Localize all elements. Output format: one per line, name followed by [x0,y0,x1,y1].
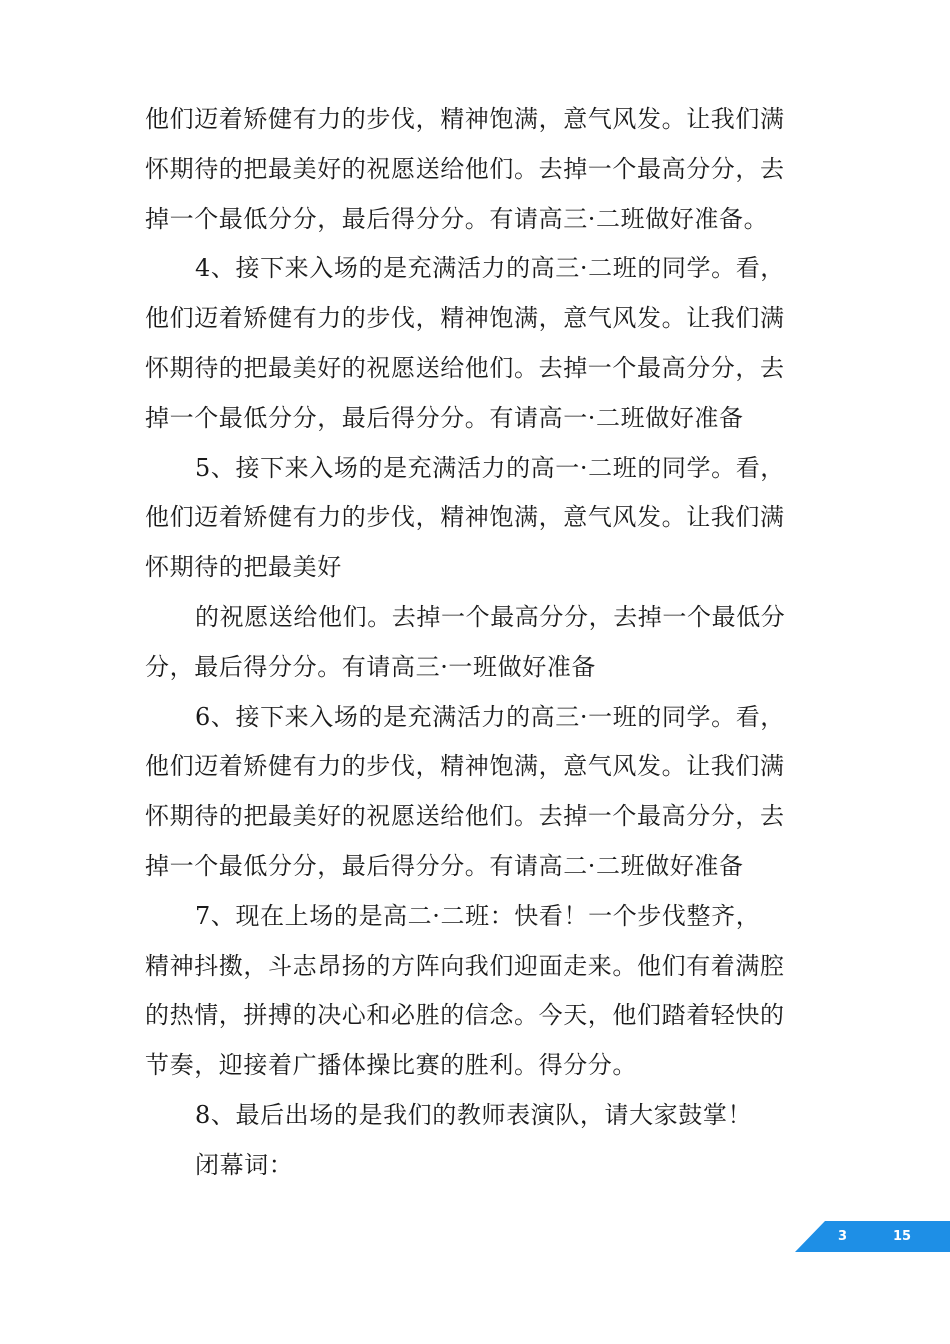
text-line: 怀期待的把最美好的祝愿送给他们。去掉一个最高分分，去 [145,802,785,831]
page-number-tab [795,1221,950,1252]
body-text [145,95,815,1191]
text-line: 闭幕词： [195,1150,294,1179]
text-line: 怀期待的把最美好 [145,553,342,582]
text-line: 掉一个最低分分，最后得分分。有请高三·二班做好准备。 [145,204,769,233]
text-line: 分，最后得分分。有请高三·一班做好准备 [145,652,597,681]
text-line: 他们迈着矫健有力的步伐，精神饱满，意气风发。让我们满 [145,503,785,532]
text-line: 的热情，拼搏的决心和必胜的信念。今天，他们踏着轻快的 [145,1001,785,1030]
text-line: 8、最后出场的是我们的教师表演队，请大家鼓掌！ [195,1100,753,1129]
text-line: 掉一个最低分分，最后得分分。有请高一·二班做好准备 [145,403,744,432]
text-line: 掉一个最低分分，最后得分分。有请高二·二班做好准备 [145,851,744,880]
text-line: 5、接下来入场的是充满活力的高一·二班的同学。看， [195,453,785,482]
page-current-number: 3 [838,1229,848,1244]
text-line: 他们迈着矫健有力的步伐，精神饱满，意气风发。让我们满 [145,304,785,333]
page-total-number: 15 [893,1229,912,1244]
text-line: 怀期待的把最美好的祝愿送给他们。去掉一个最高分分，去 [145,154,785,183]
text-line: 节奏，迎接着广播体操比赛的胜利。得分分。 [145,1051,637,1080]
text-line: 他们迈着矫健有力的步伐，精神饱满，意气风发。让我们满 [145,105,785,133]
text-line: 7、现在上场的是高二·二班：快看！一个步伐整齐， [195,901,761,930]
text-line: 的祝愿送给他们。去掉一个最高分分，去掉一个最低分 [195,602,786,631]
text-line: 6、接下来入场的是充满活力的高三·一班的同学。看， [195,702,785,731]
text-line: 他们迈着矫健有力的步伐，精神饱满，意气风发。让我们满 [145,752,785,781]
text-line: 怀期待的把最美好的祝愿送给他们。去掉一个最高分分，去 [145,353,785,382]
text-line: 精神抖擞，斗志昂扬的方阵向我们迎面走来。他们有着满腔 [145,951,785,980]
text-line: 4、接下来入场的是充满活力的高三·二班的同学。看， [195,254,785,283]
